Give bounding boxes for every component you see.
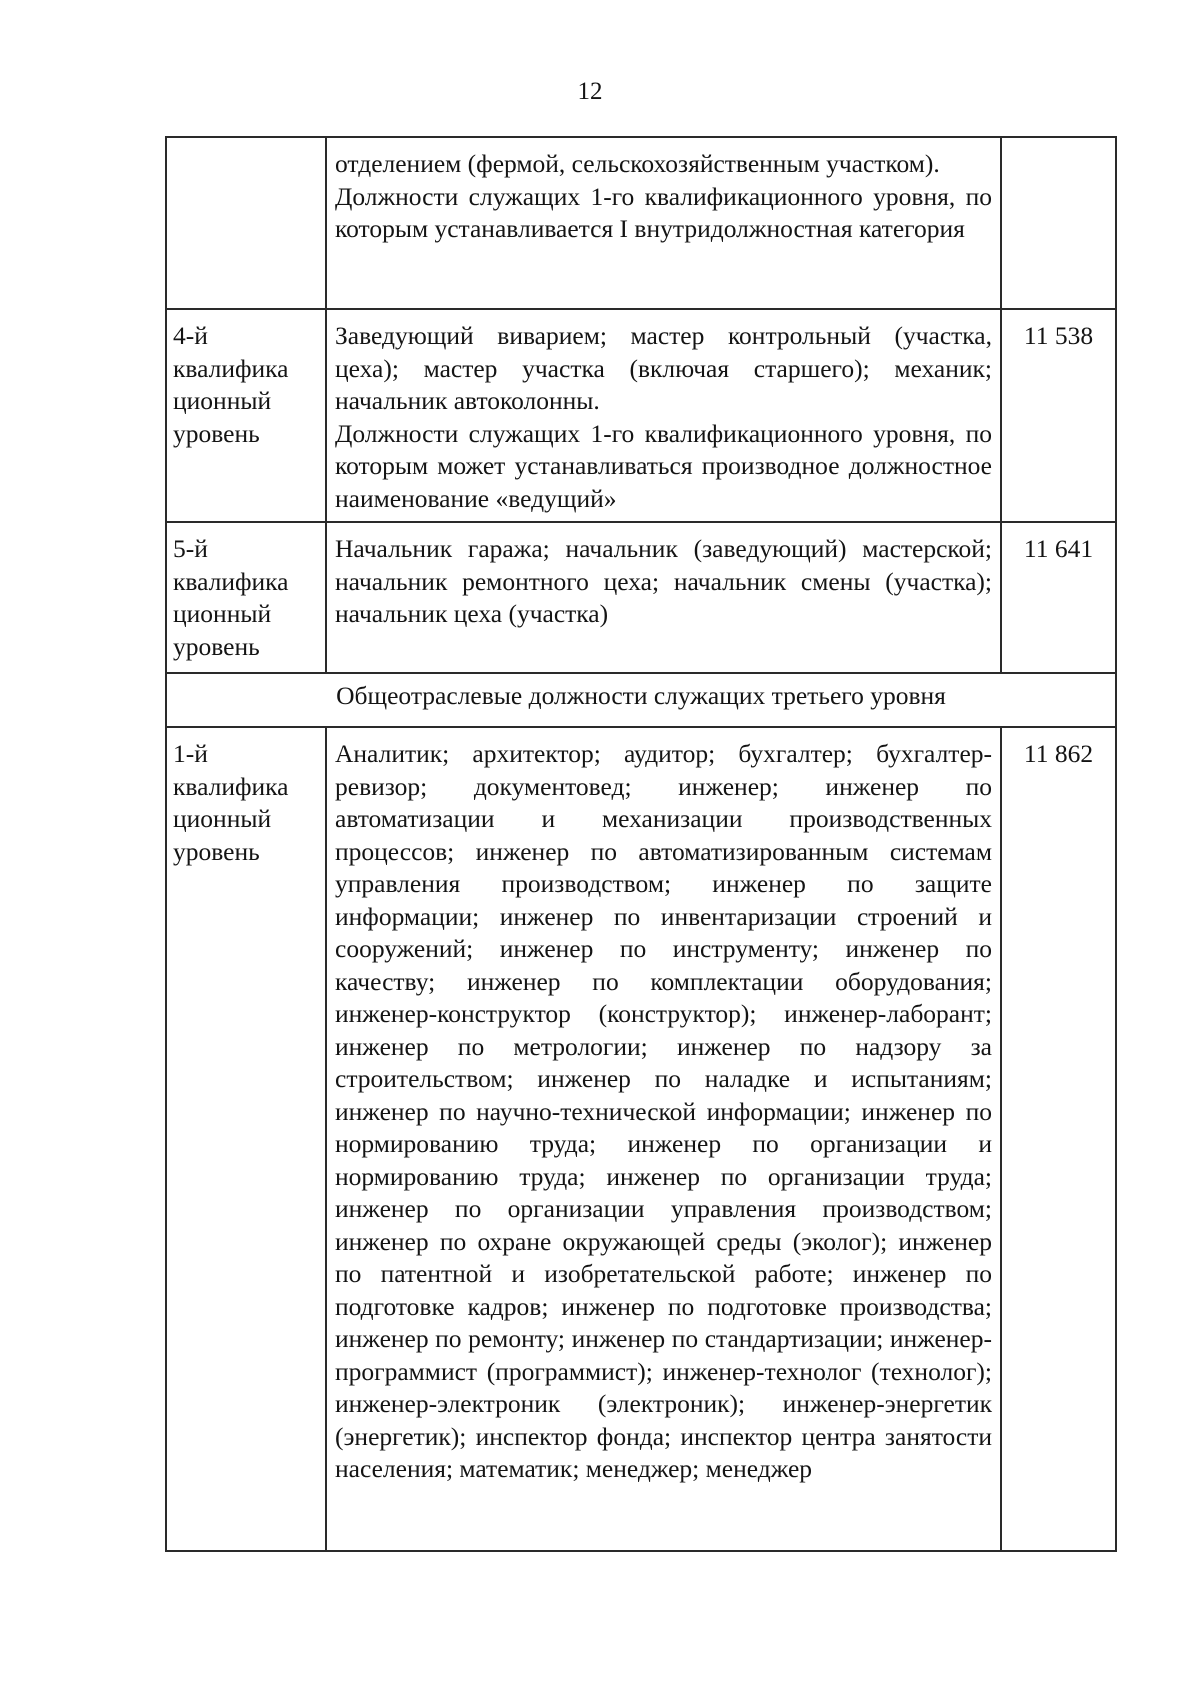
level-cell-empty <box>166 137 326 309</box>
description-cell <box>326 137 1001 309</box>
level-label: уровень <box>173 631 260 661</box>
section-title: Общеотраслевые должности служащих третьего уровня <box>166 673 1116 727</box>
level-label: 1-й <box>173 739 208 768</box>
salary-table <box>165 136 1117 1552</box>
description-paragraph: отделением (фермой, сельскохозяйственным участком). <box>335 149 940 178</box>
level-label: квалифика <box>173 353 289 383</box>
level-label: ционный <box>173 599 272 628</box>
level-label: уровень <box>173 836 260 866</box>
level-label: квалифика <box>173 771 289 801</box>
level-label: уровень <box>173 418 260 448</box>
level-label: 5-й <box>173 534 208 563</box>
level-label: квалифика <box>173 566 289 596</box>
salary-value: 11 862 <box>1001 727 1116 1551</box>
table-row-level-4 <box>166 309 1116 522</box>
description-paragraph: Начальник гаража; начальник (заведующий) мастерской; начальник ремонтного цеха; начальник смены (участка); начальник цеха (участка) <box>335 534 992 628</box>
level-label: 4-й <box>173 321 208 350</box>
level-cell <box>166 727 326 1551</box>
table-row-level-1 <box>166 727 1116 1551</box>
description-cell <box>326 522 1001 673</box>
description-paragraph: Должности служащих 1-го квалификационного уровня, по которым может устанавливаться производное должностное наименование «ведущий» <box>335 418 992 513</box>
section-header-row <box>166 673 1116 727</box>
level-cell <box>166 522 326 673</box>
table-row-level-5 <box>166 522 1116 673</box>
level-cell <box>166 309 326 522</box>
description-paragraph: Заведующий виварием; мастер контрольный (участка, цеха); мастер участка (включая старшего); механик; начальник автоколонны. <box>335 321 992 415</box>
description-cell <box>326 309 1001 522</box>
description-cell <box>326 727 1001 1551</box>
salary-value: 11 538 <box>1001 309 1116 522</box>
page-number: 12 <box>577 78 603 105</box>
description-paragraph: Должности служащих 1-го квалификационного уровня, по которым устанавливается I внутридолжностная категория <box>335 181 992 243</box>
level-label: ционный <box>173 386 272 415</box>
salary-cell-empty <box>1001 137 1116 309</box>
salary-value: 11 641 <box>1001 522 1116 673</box>
table-row-continued <box>166 137 1116 309</box>
level-label: ционный <box>173 804 272 833</box>
description-paragraph: Аналитик; архитектор; аудитор; бухгалтер; бухгалтер-ревизор; документовед; инженер; инженер по автоматизации и механизации производственных процессов; инженер по автоматизированным системам управления производством; инженер по защите информации; инженер по инвентаризации строений и сооружений; инженер по инструменту; инженер по качеству; инженер по комплектации оборудования; инженер-конструктор (конструктор); инженер-лаборант; инженер по метрологии; инженер по надзору за строительством; инженер по наладке и испытаниям; инженер по научно-технической информации; инженер по нормированию труда; инженер по организации и нормированию труда; инженер по организации труда; инженер по организации управления производством; инженер по охране окружающей среды (эколог); инженер по патентной и изобретательской работе; инженер по подготовке кадров; инженер по подготовке производства; инженер по ремонту; инженер по стандартизации; инженер-программист (программист); инженер-технолог (технолог); инженер-электроник (электроник); инженер-энергетик (энергетик); инспектор фонда; инспектор центра занятости населения; математик; менеджер; менеджер <box>335 739 992 1483</box>
